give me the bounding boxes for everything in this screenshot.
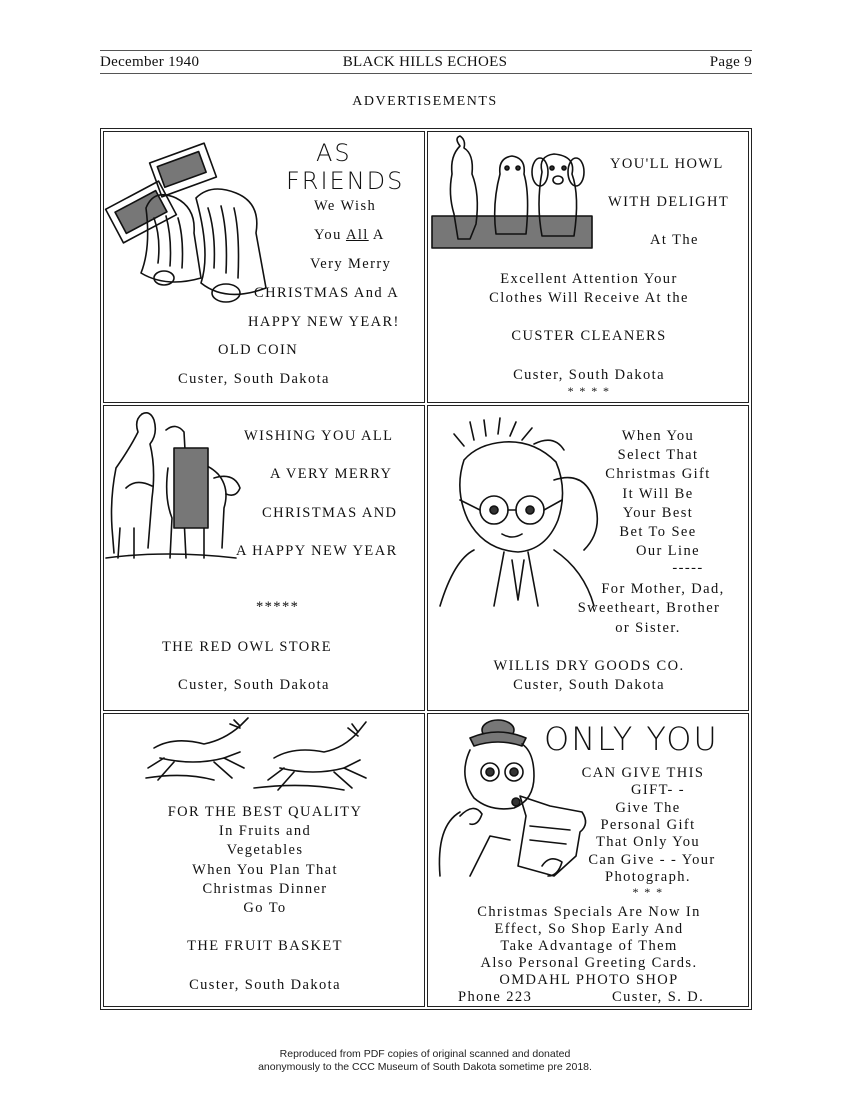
bells-gift-illustration <box>106 138 306 308</box>
omdahl-line: That Only You <box>595 834 700 850</box>
text-youll-howl: YOU'LL HOWL <box>610 156 724 172</box>
text-you-all <box>314 227 385 244</box>
footer-note <box>0 1048 850 1074</box>
willis-line: or Sister. <box>615 620 681 636</box>
willis-line: Your Best <box>622 505 694 521</box>
howling-dogs-illustration <box>430 134 600 254</box>
footer-line-2: anonymously to the CCC Museum of South Dakota sometime pre 2018. <box>258 1061 592 1073</box>
text-we-wish: We Wish <box>314 198 377 214</box>
text-very-merry: Very Merry <box>310 256 392 272</box>
ad-old-coin <box>103 131 425 403</box>
fruit-line: Christmas Dinner <box>202 881 328 897</box>
omdahl-body-line: Take Advantage of Them <box>500 938 678 954</box>
text-wishing-you-all: WISHING YOU ALL <box>244 428 394 444</box>
willis-line: It Will Be <box>622 486 694 502</box>
fruit-line: Go To <box>243 900 287 916</box>
omdahl-body-line: Christmas Specials Are Now In <box>477 904 701 920</box>
willis-line: Bet To See <box>619 524 697 540</box>
omdahl-line: GIFT- - <box>631 782 685 798</box>
footer-line-1: Reproduced from PDF copies of original scanned and donated <box>279 1048 571 1060</box>
willis-line: Our Line <box>636 543 700 559</box>
store-location: Custer, South Dakota <box>513 367 665 383</box>
ad-custer-cleaners <box>427 131 749 403</box>
willis-line: When You <box>621 428 695 444</box>
willis-line: Select That <box>617 447 699 463</box>
omdahl-line: Can Give - - Your <box>588 852 716 868</box>
store-name-omdahl: OMDAHL PHOTO SHOP <box>499 972 679 988</box>
omdahl-line: Give The <box>615 800 681 816</box>
fruit-line: In Fruits and <box>218 823 312 839</box>
ad-omdahl-photo-shop <box>427 713 749 1007</box>
text-christmas-and-a: CHRISTMAS And A <box>254 285 400 301</box>
issue-date: December 1940 <box>100 54 200 70</box>
text-happy-new-year: HAPPY NEW YEAR! <box>248 314 400 330</box>
headline-as: AS <box>316 139 352 167</box>
page-number: Page 9 <box>709 54 752 70</box>
store-name-willis: WILLIS DRY GOODS CO. <box>493 658 685 674</box>
omdahl-body-line: Effect, So Shop Early And <box>494 921 684 937</box>
text-a-very-merry: A VERY MERRY <box>270 466 393 482</box>
text-at-the: At The <box>650 232 699 248</box>
store-location: Custer, South Dakota <box>513 677 665 693</box>
text-clothes-will-receive: Clothes Will Receive At the <box>489 290 689 306</box>
fruit-line: Vegetables <box>226 842 304 858</box>
willis-line: Sweetheart, Brother <box>577 600 721 616</box>
omdahl-line: Photograph. <box>605 869 691 885</box>
camels-illustration <box>106 408 246 568</box>
stars-divider: ***** <box>256 599 300 615</box>
publication-title: BLACK HILLS ECHOES <box>342 54 508 70</box>
text-with-delight: WITH DELIGHT <box>608 194 730 210</box>
text-all-underlined: All <box>345 227 369 243</box>
text-a-happy-new-year: A HAPPY NEW YEAR <box>236 543 398 559</box>
store-name-custer-cleaners: CUSTER CLEANERS <box>511 328 667 344</box>
headline-friends: FRIENDS <box>286 167 405 195</box>
omdahl-line: * * * <box>632 885 664 899</box>
header-rule-top <box>100 50 752 51</box>
reindeer-illustration <box>144 718 384 798</box>
text-christmas-and: CHRISTMAS AND <box>262 505 398 521</box>
omdahl-line: Personal Gift <box>600 817 696 833</box>
section-title: ADVERTISEMENTS <box>352 94 498 109</box>
header-rule-bottom <box>100 73 752 74</box>
store-phone: Phone 223 <box>458 989 533 1005</box>
store-name-old-coin: OLD COIN <box>218 342 299 358</box>
store-location: Custer, South Dakota <box>178 677 330 693</box>
text-a: A <box>368 227 385 243</box>
ad-willis-dry-goods <box>427 405 749 711</box>
omdahl-line: CAN GIVE THIS <box>581 765 705 781</box>
omdahl-body-line: Also Personal Greeting Cards. <box>480 955 698 971</box>
store-location: Custer, South Dakota <box>189 977 341 993</box>
willis-line: Christmas Gift <box>605 466 711 482</box>
text-you: You <box>314 227 346 243</box>
willis-line: For Mother, Dad, <box>601 581 725 597</box>
stars-divider: * * * * <box>567 384 611 398</box>
willis-line: ----- <box>672 560 704 576</box>
text-excellent-attention: Excellent Attention Your <box>500 271 678 287</box>
store-location: Custer, S. D. <box>612 989 705 1005</box>
store-name-red-owl: THE RED OWL STORE <box>162 639 332 655</box>
headline-only-you: ONLY YOU <box>544 720 719 758</box>
fruit-line: FOR THE BEST QUALITY <box>167 804 363 820</box>
store-name-fruit-basket: THE FRUIT BASKET <box>187 938 343 954</box>
store-location: Custer, South Dakota <box>178 371 330 387</box>
ad-fruit-basket <box>103 713 425 1007</box>
fruit-line: When You Plan That <box>192 862 338 878</box>
ad-red-owl-store <box>103 405 425 711</box>
